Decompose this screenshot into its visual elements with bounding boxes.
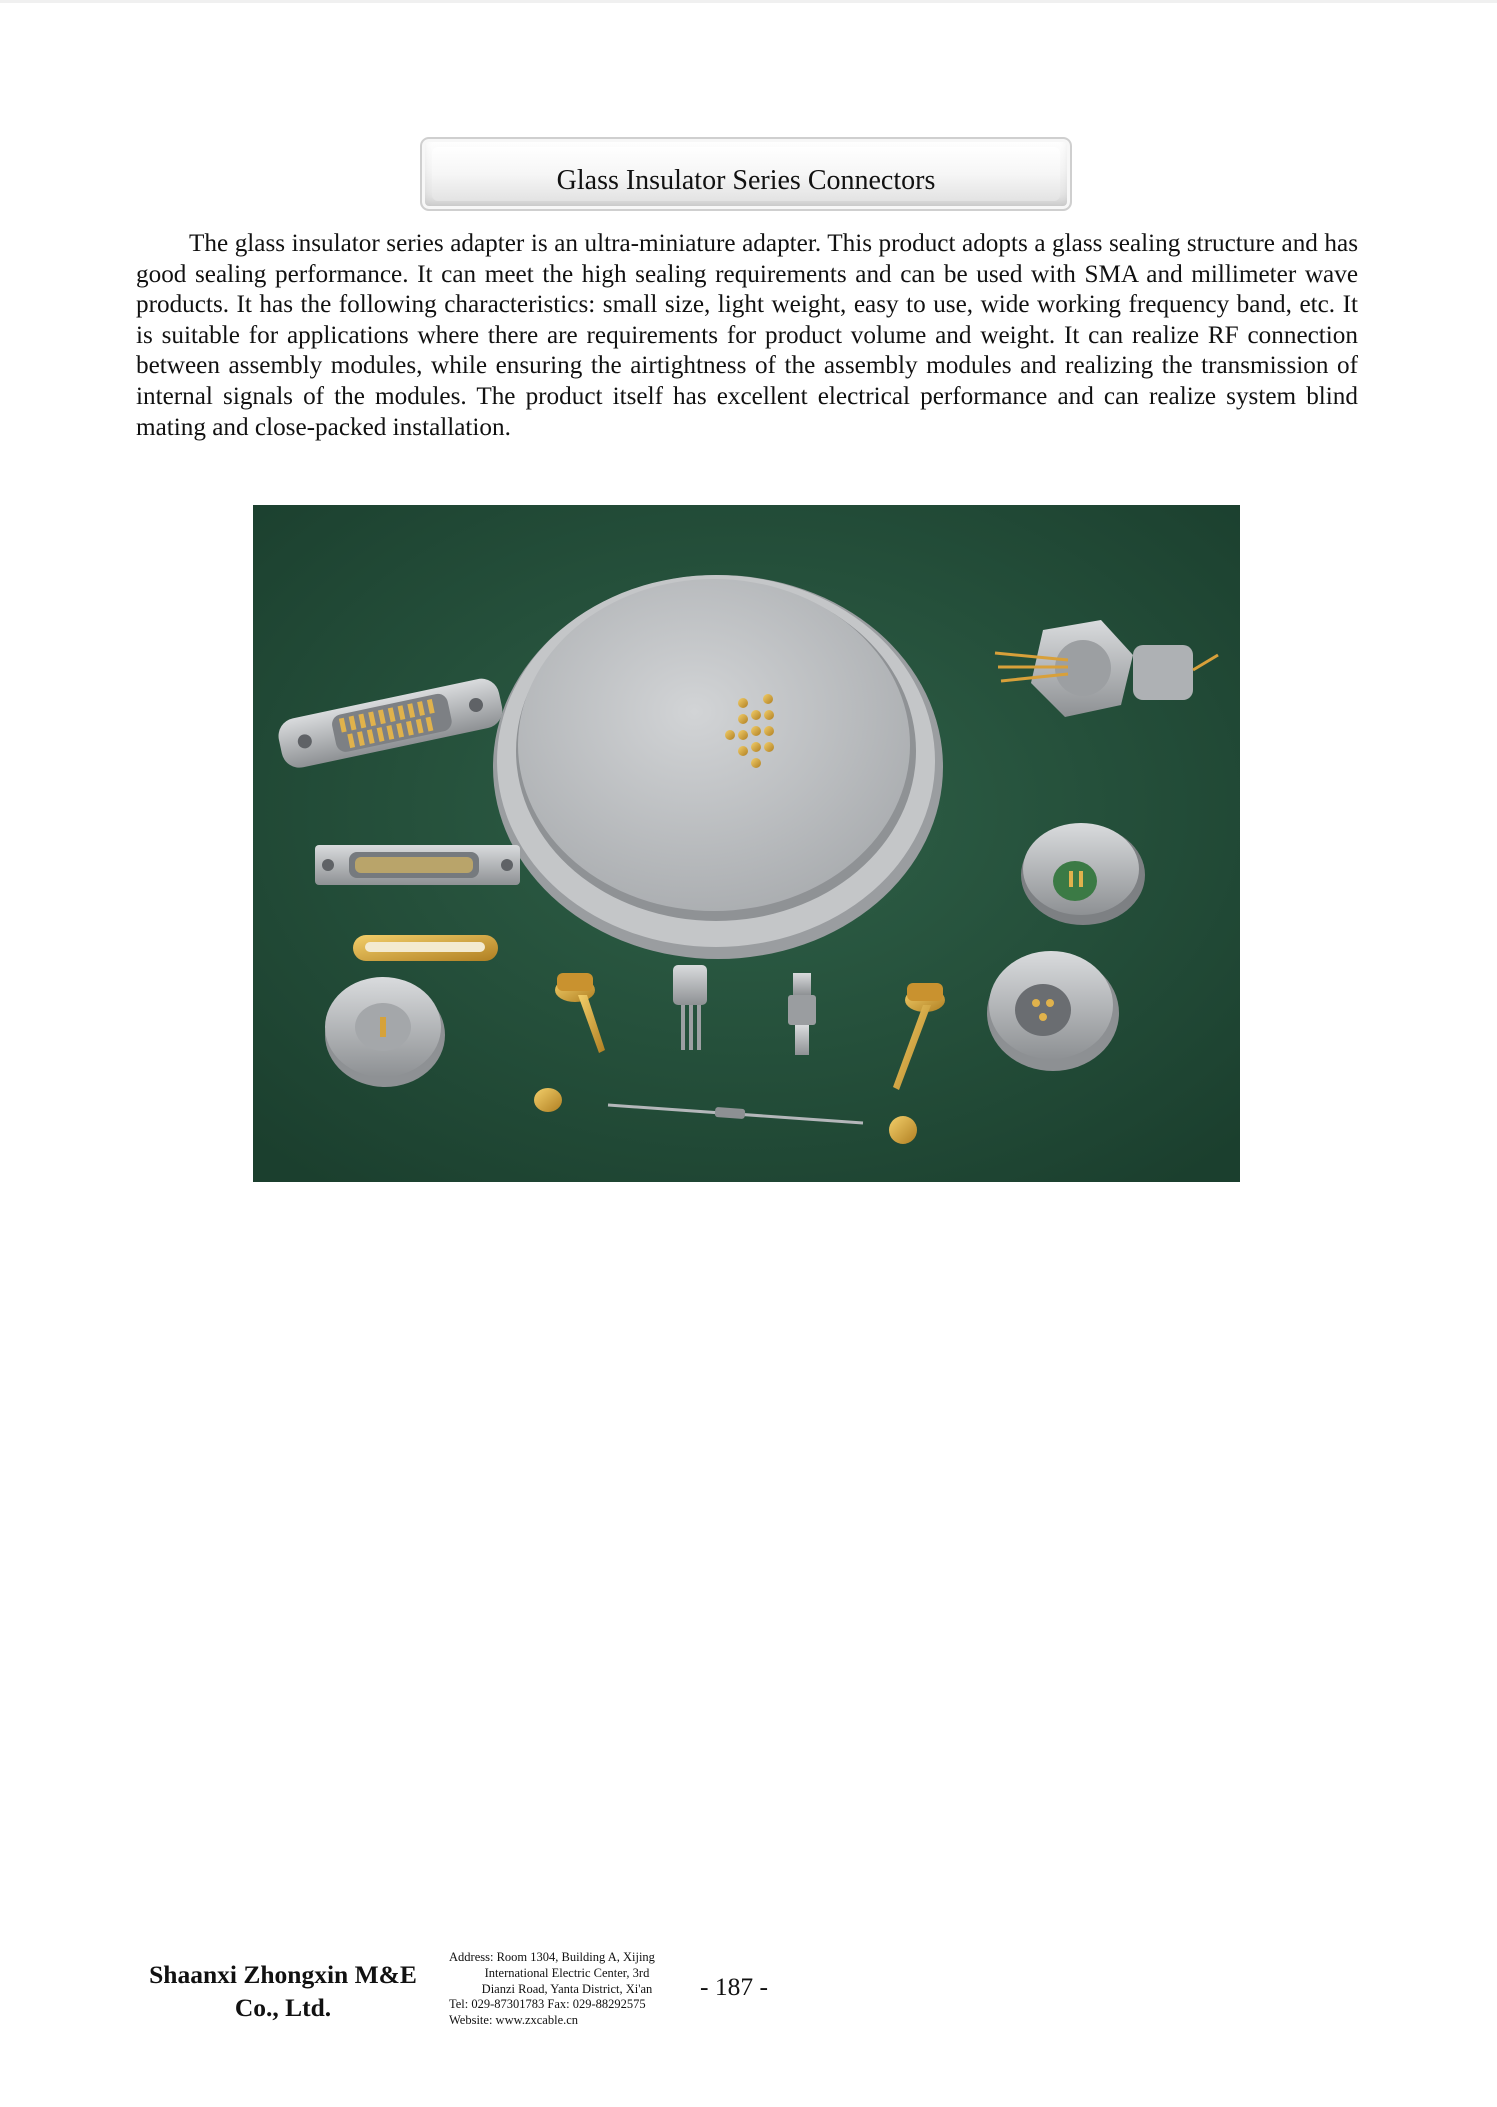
intro-paragraph: The glass insulator series adapter is an ultra-miniature adapter. This product adopts a glass sealing structure and has good sealing performance. It can meet the high sealing requirements and can be used with SMA and millimeter wave products. It has the following characteristics: small size, light weight, easy to use, wide working frequency band, etc. It is suitable for applications where there are requirements for product volume and weight. It can realize RF connection between assembly modules, while ensuring the airtightness of the assembly modules and realizing the transmission of internal signals of the modules. The product itself has excellent electrical performance and can realize system blind mating and close-packed installation.: [136, 230, 1358, 441]
footer-company-line1: Shaanxi Zhongxin M&E: [149, 1960, 417, 1989]
product-photo: [253, 505, 1240, 1182]
product-photo-svg: [253, 505, 1240, 1182]
page-number: - 187 -: [700, 1972, 768, 2001]
footer-company: [138, 1958, 428, 2024]
top-rule: [0, 0, 1497, 3]
footer-address: [449, 1950, 685, 2029]
title-banner: [420, 137, 1072, 211]
footer-website: Website: www.zxcable.cn: [449, 2013, 579, 2028]
footer-company-line2: Co., Ltd.: [234, 1993, 332, 2022]
page-title: Glass Insulator Series Connectors: [556, 165, 936, 196]
large-plate: [493, 575, 943, 959]
dsub-connector-silver: [315, 845, 520, 885]
title-banner-inner: [432, 147, 1060, 201]
footer-tel-fax: Tel: 029-87301783 Fax: 029-88292575: [449, 1997, 646, 2012]
gold-nut-right: [889, 1116, 917, 1144]
footer-address-line1: Address: Room 1304, Building A, Xijing: [449, 1950, 655, 1964]
footer-address-line2: International Electric Center, 3rd: [484, 1965, 650, 1980]
footer-address-line3: Dianzi Road, Yanta District, Xi'an: [481, 1981, 653, 1996]
gold-nut-left: [534, 1088, 562, 1112]
gold-strip-connector: [353, 935, 498, 961]
